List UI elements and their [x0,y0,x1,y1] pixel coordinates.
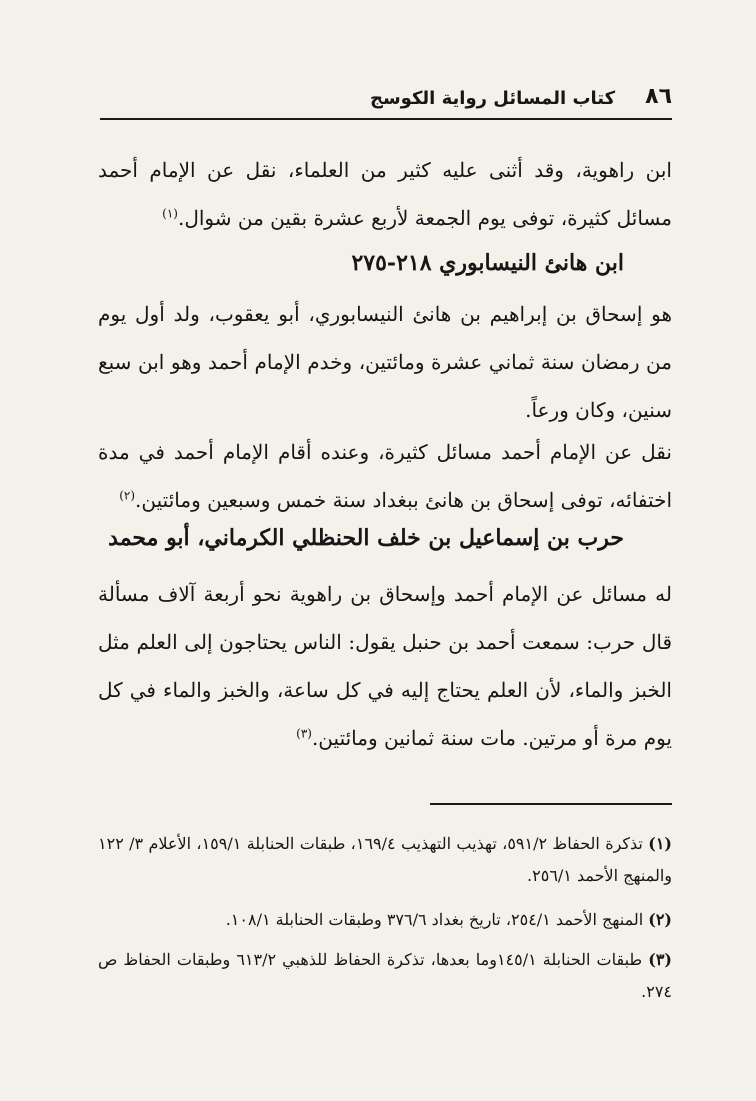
footnote-text: المنهج الأحمد ٢٥٤/١، تاريخ بغداد ٣٧٦/٦ وطبقات الحنابلة ١٠٨/١. [225,910,644,929]
paragraph-ibn-hani-bio: هو إسحاق بن إبراهيم بن هانئ النيسابوري، أبو يعقوب، ولد أول يوم من رمضان سنة ثماني عشرة ومائتين، وخدم الإمام أحمد وهو ابن سبع سنين، وكان ورعاً. [98,302,672,422]
footnote-text: طبقات الحنابلة ١٤٥/١وما بعدها، تذكرة الحفاظ للذهبي ٦١٣/٢ وطبقات الحفاظ ص ٢٧٤. [98,950,672,1001]
page-number: ٨٦ [645,84,672,109]
footnote-1 [98,828,672,892]
paragraph-ibn-hani-masail [98,428,672,524]
footnote-mark: (٣) [648,950,672,969]
footnote-mark: (٢) [648,910,672,929]
footnote-3 [98,944,672,1008]
header-rule [100,118,672,120]
footnote-text: تذكرة الحفاظ ٥٩١/٢، تهذيب التهذيب ١٦٩/٤، طبقات الحنابلة ١٥٩/١، الأعلام ٣/ ١٢٢ والمنهج الأحمد ٢٥٦/١. [98,834,672,885]
footnote-2 [98,904,672,936]
paragraph-text: نقل عن الإمام أحمد مسائل كثيرة، وعنده أقام الإمام أحمد في مدة اختفائه، توفى إسحاق بن هانئ ببغداد سنة خمس وسبعين ومائتين. [98,440,672,512]
footnote-ref-1: (١) [162,206,178,221]
heading-harb: حرب بن إسماعيل بن خلف الحنظلي الكرماني، أبو محمد [108,525,624,551]
footnote-mark: (١) [648,834,672,853]
paragraph-ibn-rahawiyah-end [98,146,672,242]
page-header [100,80,672,120]
footnote-ref-2: (٢) [119,488,136,503]
paragraph-harb-bio [98,570,672,762]
paragraph-text: ابن راهوية، وقد أثنى عليه كثير من العلماء، نقل عن الإمام أحمد مسائل كثيرة، توفى يوم الجمعة لأربع عشرة بقين من شوال. [98,158,672,230]
footnote-ref-3: (٣) [296,726,312,741]
footnote-separator [430,803,672,805]
heading-ibn-hani: ابن هانئ النيسابوري ٢١٨-٢٧٥ [351,250,624,276]
running-title: كتاب المسائل رواية الكوسج [370,88,616,109]
paragraph-text: له مسائل عن الإمام أحمد وإسحاق بن راهوية نحو أربعة آلاف مسألة قال حرب: سمعت أحمد بن حنبل يقول: الناس يحتاجون إلى العلم مثل الخبز والماء، لأن العلم يحتاج إليه في كل ساعة، والخبز والماء في كل يوم مرة أو مرتين. مات سنة ثمانين ومائتين. [98,582,672,750]
